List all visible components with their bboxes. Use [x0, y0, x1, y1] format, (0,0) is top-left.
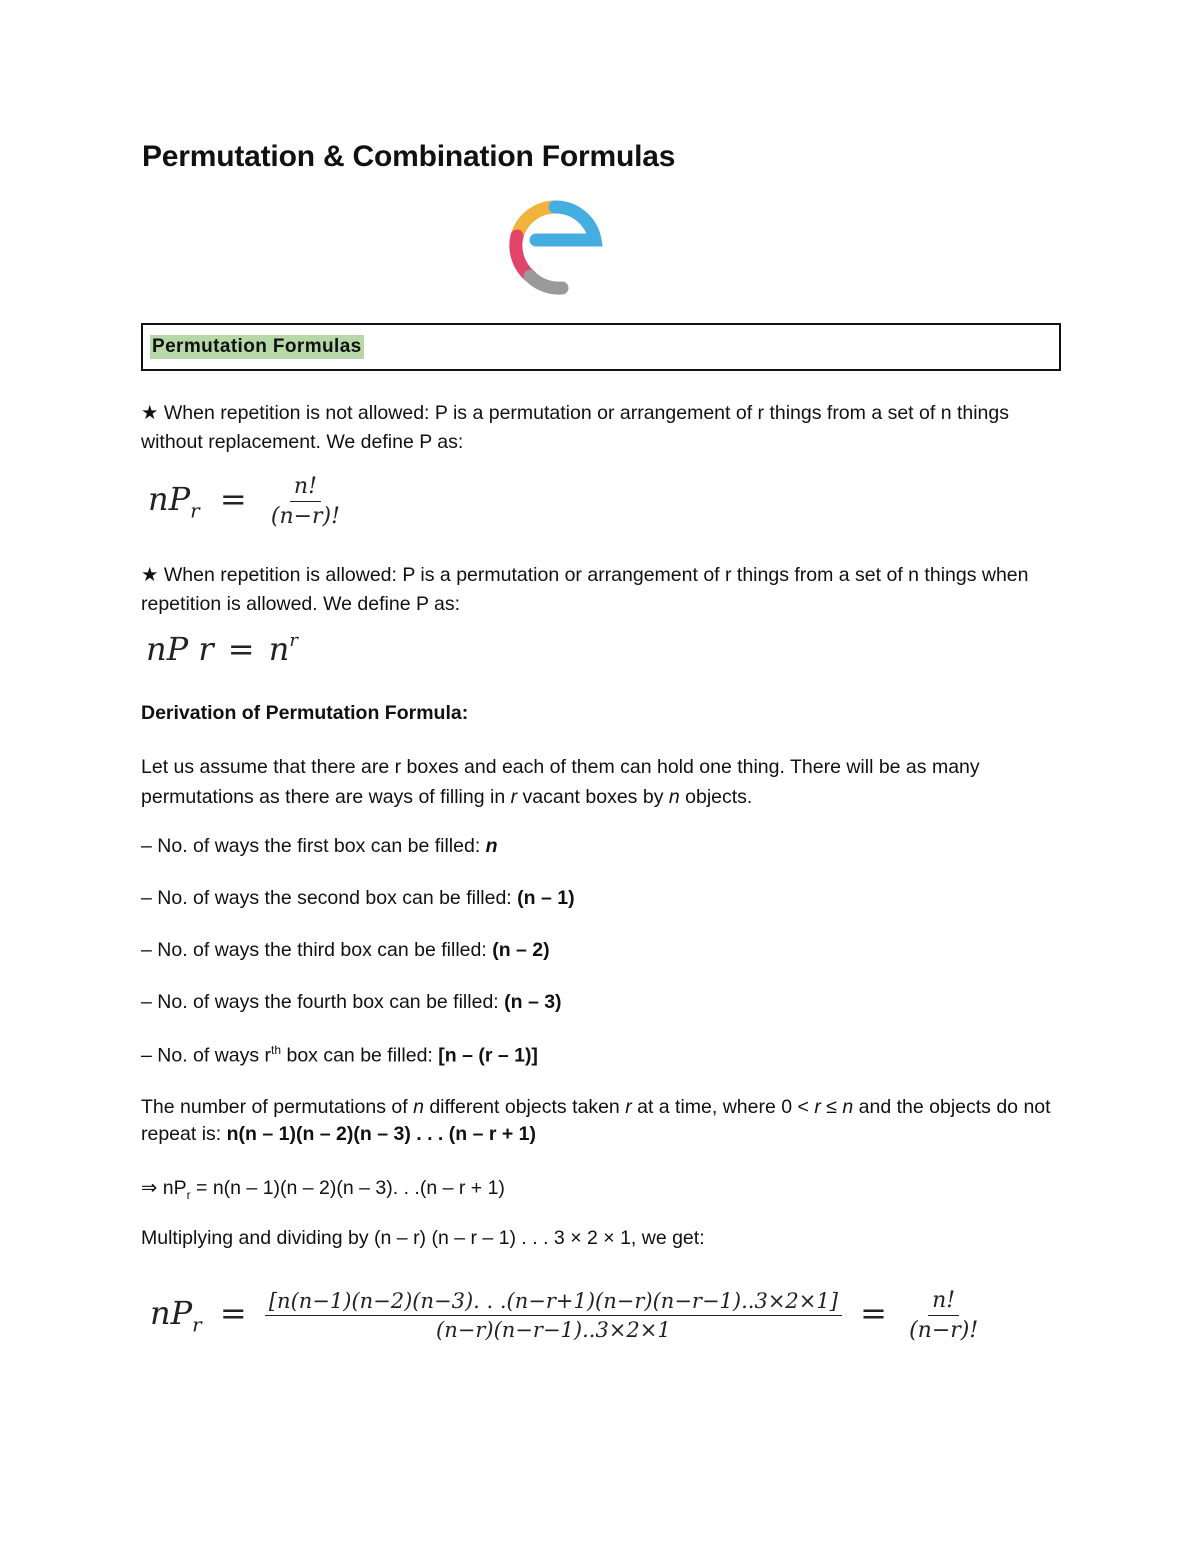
summary-text: ≤ [820, 1096, 843, 1118]
formula-final [150, 1288, 982, 1343]
formula-fraction-simplified [905, 1288, 982, 1343]
implies-text: = n(n – 1)(n – 2)(n – 3). . .(n – r + 1) [190, 1177, 505, 1199]
section-header-box [141, 323, 1061, 371]
formula-exponent: r [289, 630, 298, 651]
derivation-heading: Derivation of Permutation Formula: [141, 702, 469, 724]
star-icon: ★ [141, 564, 159, 586]
formula-fraction [267, 474, 344, 529]
step-text: – No. of ways r [141, 1044, 272, 1067]
summary-r: r [625, 1096, 632, 1118]
step-value: n [485, 835, 498, 857]
step-value: [n – (r – 1)] [438, 1044, 538, 1067]
formula-numerator: n! [290, 474, 321, 502]
step-value: (n – 2) [492, 939, 550, 961]
multiply-line: Multiplying and dividing by (n – r) (n – r – 1) . . . 3 × 2 × 1, we get: [141, 1227, 705, 1249]
summary-n: n [413, 1096, 424, 1118]
star-icon: ★ [141, 402, 159, 424]
repetition-paragraph [141, 561, 1056, 619]
summary-text: different objects taken [423, 1096, 626, 1118]
formula-lhs: nP r [146, 630, 214, 668]
formula-denominator: (n−r)(n−r−1)..3×2×1 [436, 1318, 671, 1342]
logo-icon [500, 196, 610, 300]
formula-no-repetition [148, 474, 344, 529]
formula-denominator: (n−r)! [270, 504, 340, 529]
intro-n: n [668, 786, 680, 808]
step-line [141, 939, 550, 962]
step-text: – No. of ways the third box can be filled: [141, 939, 493, 961]
formula-repetition [146, 630, 298, 668]
no-repetition-paragraph [141, 399, 1056, 457]
intro-text: vacant boxes by [517, 786, 669, 808]
formula-denominator: (n−r)! [909, 1318, 979, 1343]
step-line [141, 887, 575, 910]
step-line [141, 835, 498, 858]
implies-line [141, 1176, 505, 1202]
repetition-text: When repetition is allowed: P is a permutation or arrangement of r things from a set of n things when repetition is allowed. We define P as: [141, 564, 1029, 615]
summary-text: The number of permutations of [141, 1096, 414, 1118]
formula-numerator: n! [928, 1288, 959, 1316]
formula-equals: = [219, 480, 247, 518]
formula-equals: = [227, 630, 255, 668]
step-superscript: th [271, 1043, 282, 1057]
step-text: – No. of ways the first box can be filled: [141, 835, 486, 857]
implies-sub: r [186, 1187, 191, 1202]
formula-lhs-sub: r [192, 1312, 202, 1337]
intro-r: r [510, 786, 518, 808]
step-value: (n – 3) [504, 991, 562, 1013]
no-repetition-text: When repetition is not allowed: P is a permutation or arrangement of r things from a set of n things without replacement. We define P as: [141, 402, 1009, 453]
summary-text: at a time, where 0 < [631, 1096, 815, 1118]
page-title: Permutation & Combination Formulas [142, 140, 676, 173]
summary-n: n [842, 1096, 854, 1118]
step-line-rth [141, 1043, 538, 1068]
formula-equals: = [860, 1294, 887, 1332]
summary-paragraph [141, 1094, 1056, 1148]
formula-lhs: nP [150, 1294, 193, 1332]
summary-value: n(n – 1)(n – 2)(n – 3) . . . (n – r + 1) [226, 1123, 536, 1145]
derivation-intro [141, 752, 1056, 812]
formula-equals: = [219, 1294, 247, 1332]
section-heading: Permutation Formulas [152, 336, 362, 357]
formula-base: n [268, 630, 290, 668]
formula-numerator: [n(n−1)(n−2)(n−3). . .(n−r+1)(n−r)(n−r−1)..3×2×1] [265, 1289, 842, 1316]
step-value: (n – 1) [517, 887, 575, 909]
intro-text: Let us assume that there are r boxes and each of them can hold one thing. There will be as many permutations as there are ways of filling in [141, 756, 980, 808]
step-text: – No. of ways the fourth box can be filled: [141, 991, 505, 1013]
formula-fraction [265, 1289, 842, 1342]
implies-text: ⇒ nP [141, 1177, 187, 1199]
summary-r: r [814, 1096, 821, 1118]
formula-lhs: nP [148, 480, 191, 518]
step-text: box can be filled: [281, 1044, 439, 1067]
formula-lhs-sub: r [190, 498, 200, 523]
intro-text: objects. [679, 786, 753, 808]
summary-text: and the objects do not repeat is: [141, 1096, 1051, 1145]
step-line [141, 991, 562, 1014]
step-text: – No. of ways the second box can be filled: [141, 887, 518, 909]
